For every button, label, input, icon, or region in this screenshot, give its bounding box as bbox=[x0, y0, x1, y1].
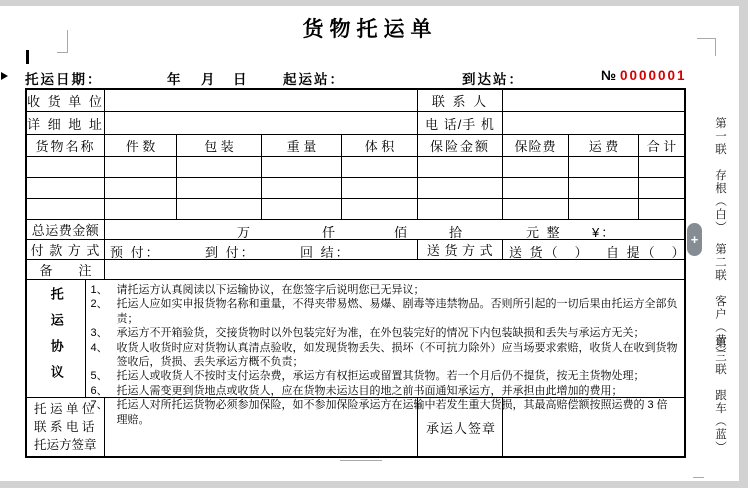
agreement-item-number: 6、 bbox=[90, 384, 108, 397]
goods-cell[interactable] bbox=[569, 199, 639, 219]
signature-row bbox=[27, 398, 684, 456]
receiver-label: 收 货 单 位 bbox=[27, 90, 105, 111]
goods-cell[interactable] bbox=[418, 157, 503, 177]
shipper-signature-label-cell bbox=[27, 398, 105, 456]
delivery-option: 送 货（ ） bbox=[509, 245, 590, 260]
unit-yuan: 元 整 bbox=[526, 225, 562, 240]
shipper-unit-label: 托 运 单 位 bbox=[34, 402, 95, 416]
copy-label-1: 第一联 存根（白） bbox=[714, 117, 726, 234]
monthly-settle-label: 回 结： bbox=[300, 245, 351, 260]
goods-header-row bbox=[27, 135, 684, 157]
phone-input-cell[interactable] bbox=[503, 112, 684, 134]
payment-method-label: 付 款 方 式 bbox=[27, 240, 105, 259]
agreement-item bbox=[90, 283, 678, 297]
agreement-item-number: 4、 bbox=[90, 341, 108, 354]
total-amount-label: 总运费金额 bbox=[27, 220, 105, 239]
goods-cell[interactable] bbox=[262, 178, 342, 198]
col-packing: 包 装 bbox=[177, 135, 262, 156]
agreement-item-text: 收货人收货时应对货物认真清点验收，如发现货物丢失、损坏（不可抗力除外）应当场要求索赔，收货人在收到货物签收后，货损、丢失承运方概不负责； bbox=[116, 341, 678, 369]
unit-qian: 仟 bbox=[322, 225, 338, 240]
goods-cell[interactable] bbox=[503, 178, 569, 198]
col-pieces: 件 数 bbox=[105, 135, 177, 156]
destination-station-label: 到达站： bbox=[462, 72, 524, 87]
text-boundary-mark bbox=[57, 52, 68, 53]
address-label: 详 细 地 址 bbox=[27, 112, 105, 134]
goods-cell[interactable] bbox=[177, 199, 262, 219]
meta-row bbox=[0, 68, 748, 86]
day-label: 日 bbox=[233, 72, 247, 87]
contact-input-cell[interactable] bbox=[503, 90, 684, 111]
col-total: 合 计 bbox=[646, 139, 677, 154]
delivery-options-cell[interactable] bbox=[503, 240, 687, 260]
goods-cell[interactable] bbox=[27, 157, 105, 177]
goods-cell[interactable] bbox=[105, 157, 177, 177]
goods-cell[interactable] bbox=[342, 157, 418, 177]
agreement-item-number: 3、 bbox=[90, 327, 108, 340]
goods-cell[interactable] bbox=[177, 157, 262, 177]
goods-cell[interactable] bbox=[262, 157, 342, 177]
consignment-form-table bbox=[25, 88, 686, 458]
serial-prefix: № bbox=[601, 68, 617, 83]
agreement-item bbox=[90, 341, 678, 370]
text-cursor bbox=[26, 50, 29, 64]
year-label: 年 bbox=[167, 72, 181, 87]
col-freight: 运 费 bbox=[569, 135, 639, 156]
remark-row bbox=[27, 260, 684, 280]
shipper-phone-label: 联 系 电 话 bbox=[34, 420, 95, 434]
goods-cell[interactable] bbox=[418, 178, 503, 198]
goods-cell[interactable] bbox=[177, 178, 262, 198]
agreement-item-number: 1、 bbox=[90, 284, 108, 296]
phone-label: 电 话/手 机 bbox=[418, 112, 503, 134]
table-row bbox=[27, 112, 684, 135]
goods-cell[interactable] bbox=[105, 199, 177, 219]
ship-date-label: 托运日期： bbox=[25, 72, 103, 87]
unit-wan: 万 bbox=[237, 225, 253, 240]
delivery-method-label: 送 货 方 式 bbox=[418, 240, 503, 259]
text-boundary-mark bbox=[340, 460, 382, 461]
goods-cell[interactable] bbox=[503, 157, 569, 177]
agreement-item-text: 承运方不开箱验货，交接货物时以外包装完好为准，在外包装完好的情况下内包装缺损和丢失与承运方无关； bbox=[116, 327, 645, 340]
agreement-label-cell bbox=[27, 280, 86, 397]
agreement-label: 托运协议 bbox=[48, 286, 64, 391]
goods-cell[interactable] bbox=[418, 199, 503, 219]
agreement-item bbox=[90, 369, 678, 383]
carrier-signature-cell[interactable] bbox=[503, 398, 684, 456]
goods-entry-row bbox=[27, 178, 684, 199]
currency-symbol: ¥： bbox=[592, 225, 617, 240]
unit-shi: 拾 bbox=[449, 225, 465, 240]
total-amount-row bbox=[27, 220, 684, 240]
agreement-item-text: 托运人需变更到货地点或收货人，应在货物未运达目的地之前书面通知承运方，并承担由此增加的费用； bbox=[116, 384, 623, 397]
goods-cell[interactable] bbox=[639, 199, 684, 219]
receiver-input-cell[interactable] bbox=[105, 90, 418, 111]
goods-entry-row bbox=[27, 157, 684, 178]
remark-input-cell[interactable] bbox=[105, 260, 684, 279]
address-input-cell[interactable] bbox=[105, 112, 418, 134]
remark-label: 备 注 bbox=[27, 260, 105, 279]
agreement-item-text: 请托运方认真阅读以下运输协议，在您签字后说明您已无异议； bbox=[116, 284, 425, 296]
prepaid-label: 预 付： bbox=[110, 245, 161, 260]
agreement-item-number: 5、 bbox=[90, 370, 108, 383]
agreement-text bbox=[86, 280, 684, 426]
page-title: 货物托运单 bbox=[302, 18, 438, 41]
agreement-item-number: 2、 bbox=[90, 298, 108, 311]
goods-cell[interactable] bbox=[342, 178, 418, 198]
goods-entry-row bbox=[27, 199, 684, 220]
collect-label: 到 付： bbox=[205, 245, 256, 260]
goods-cell[interactable] bbox=[503, 199, 569, 219]
copy-label-3: 第三联 跟车（蓝） bbox=[714, 337, 726, 454]
goods-cell[interactable] bbox=[569, 157, 639, 177]
copy-label-2: 第二联 客户（黄） bbox=[714, 243, 726, 360]
goods-cell[interactable] bbox=[262, 199, 342, 219]
unit-bai: 佰 bbox=[394, 225, 410, 240]
goods-cell[interactable] bbox=[105, 178, 177, 198]
agreement-item-text: 托运人或收货人不按时支付运杂费，承运方有权拒运或留置其货物。若一个月后仍不提货，按无主货物处理； bbox=[116, 370, 645, 383]
col-premium: 保险费 bbox=[503, 135, 569, 156]
pickup-option: 自 提（ ） bbox=[606, 245, 687, 260]
goods-cell[interactable] bbox=[639, 178, 684, 198]
col-volume: 体 积 bbox=[342, 135, 418, 156]
month-label: 月 bbox=[201, 72, 215, 87]
payment-options-cell[interactable] bbox=[105, 240, 418, 259]
serial-number: 0000001 bbox=[620, 68, 687, 83]
shipper-seal-label: 托运方签章 bbox=[34, 438, 97, 452]
table-row bbox=[27, 90, 684, 112]
contact-label: 联 系 人 bbox=[418, 90, 503, 111]
col-weight: 重 量 bbox=[262, 135, 342, 156]
goods-cell[interactable] bbox=[27, 178, 105, 198]
floating-plus-handle[interactable] bbox=[687, 223, 702, 256]
agreement-item bbox=[90, 297, 678, 326]
agreement-item-text: 托运人对所托运货物必须参加保险，如不参加保险承运方在运输中若发生重大货损，其最高赔偿额按照运费的 3 倍理赔。 bbox=[116, 399, 668, 426]
goods-cell[interactable] bbox=[342, 199, 418, 219]
agreement-item-number: 7、 bbox=[90, 399, 108, 412]
goods-cell[interactable] bbox=[569, 178, 639, 198]
plus-icon: + bbox=[690, 232, 699, 247]
payment-row bbox=[27, 240, 687, 260]
goods-cell[interactable] bbox=[27, 199, 105, 219]
goods-cell[interactable] bbox=[639, 157, 684, 177]
total-amount-cell[interactable] bbox=[105, 220, 684, 239]
agreement-item bbox=[90, 326, 678, 340]
agreement-item bbox=[90, 384, 678, 398]
shipper-signature-cell[interactable] bbox=[105, 398, 418, 456]
text-boundary-mark bbox=[693, 477, 704, 478]
top-gray-strip bbox=[0, 0, 748, 6]
carrier-seal-label: 承运人签章 bbox=[418, 398, 503, 456]
col-insured-amount: 保险金额 bbox=[418, 135, 503, 156]
origin-station-label: 起运站： bbox=[283, 72, 345, 87]
bottom-gray-strip bbox=[0, 481, 748, 488]
col-goods-name: 货物名称 bbox=[27, 135, 105, 156]
agreement-item-text: 托运人应如实申报货物名称和重量，不得夹带易燃、易爆、剧毒等违禁物品。否则所引起的一切后果由托运方全部负责； bbox=[116, 298, 678, 325]
